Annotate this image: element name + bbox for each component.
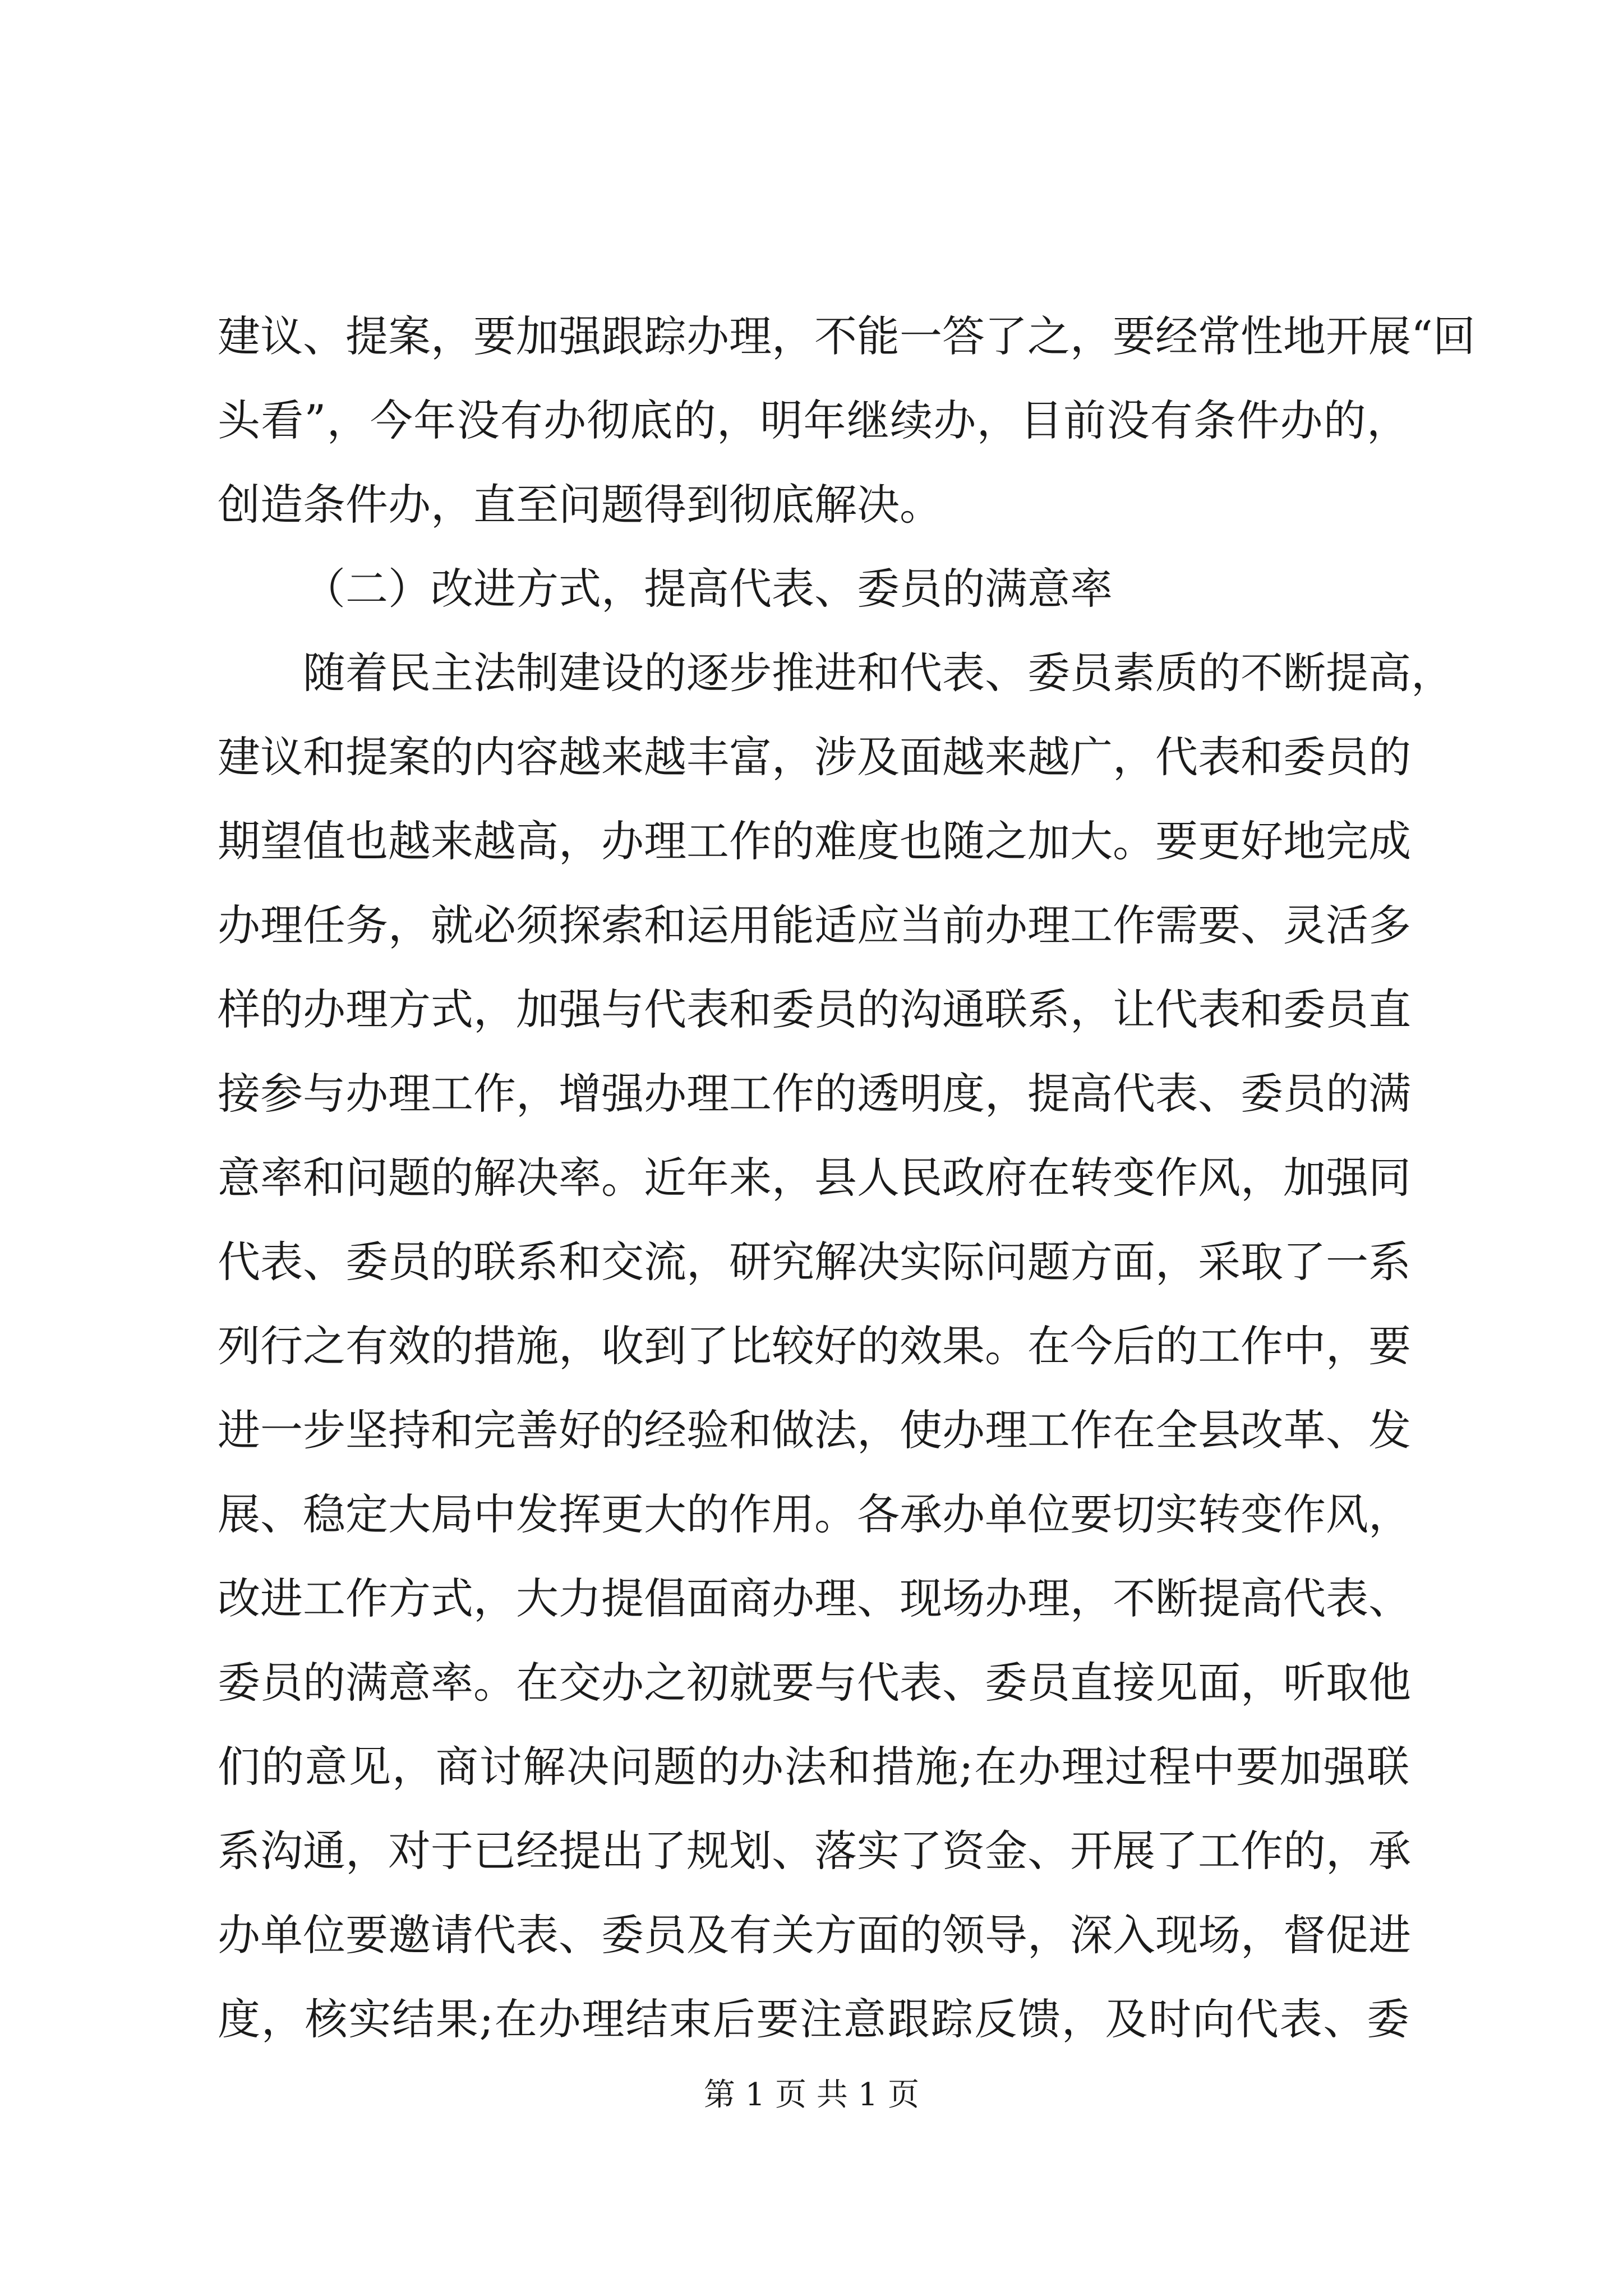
text-line-13: 列行之有效的措施，收到了比较好的效果。在今后的工作中，要 (218, 1321, 1411, 1371)
text-line-19: 系沟通，对于已经提出了规划、落实了资金、开展了工作的，承 (218, 1826, 1411, 1876)
text-line-14: 进一步坚持和完善好的经验和做法，使办理工作在全县改革、发 (218, 1405, 1411, 1455)
text-line-5: 随着民主法制建设的逐步推进和代表、委员素质的不断提高， (303, 648, 1454, 698)
text-line-16: 改进工作方式，大力提倡面商办理、现场办理，不断提高代表、 (218, 1573, 1411, 1623)
text-line-21: 度，核实结果;在办理结束后要注意跟踪反馈，及时向代表、委 (218, 1994, 1409, 2044)
text-line-8: 办理任务，就必须探索和运用能适应当前办理工作需要、灵活多 (218, 900, 1411, 950)
section-heading: （二）改进方式，提高代表、委员的满意率 (303, 564, 1113, 614)
text-line-9: 样的办理方式，加强与代表和委员的沟通联系，让代表和委员直 (218, 984, 1411, 1034)
text-line-2: 头看”，今年没有办彻底的，明年继续办，目前没有条件办的， (218, 395, 1409, 445)
text-line-7: 期望值也越来越高，办理工作的难度也随之加大。要更好地完成 (218, 816, 1411, 866)
text-line-17: 委员的满意率。在交办之初就要与代表、委员直接见面，听取他 (218, 1658, 1411, 1708)
page-number-footer: 第 1 页 共 1 页 (703, 2077, 920, 2113)
text-line-12: 代表、委员的联系和交流，研究解决实际问题方面，采取了一系 (218, 1237, 1411, 1287)
text-line-3: 创造条件办，直至问题得到彻底解决。 (218, 480, 942, 530)
text-line-11: 意率和问题的解决率。近年来，县人民政府在转变作风，加强同 (218, 1153, 1411, 1203)
text-line-18: 们的意见，商讨解决问题的办法和措施;在办理过程中要加强联 (218, 1742, 1409, 1792)
text-line-1: 建议、提案，要加强跟踪办理，不能一答了之，要经常性地开展“回 (218, 311, 1476, 361)
text-line-15: 展、稳定大局中发挥更大的作用。各承办单位要切实转变作风， (218, 1489, 1411, 1539)
text-line-20: 办单位要邀请代表、委员及有关方面的领导，深入现场，督促进 (218, 1910, 1411, 1960)
text-line-10: 接参与办理工作，增强办理工作的透明度，提高代表、委员的满 (218, 1069, 1411, 1119)
text-line-6: 建议和提案的内容越来越丰富，涉及面越来越广，代表和委员的 (218, 732, 1411, 782)
